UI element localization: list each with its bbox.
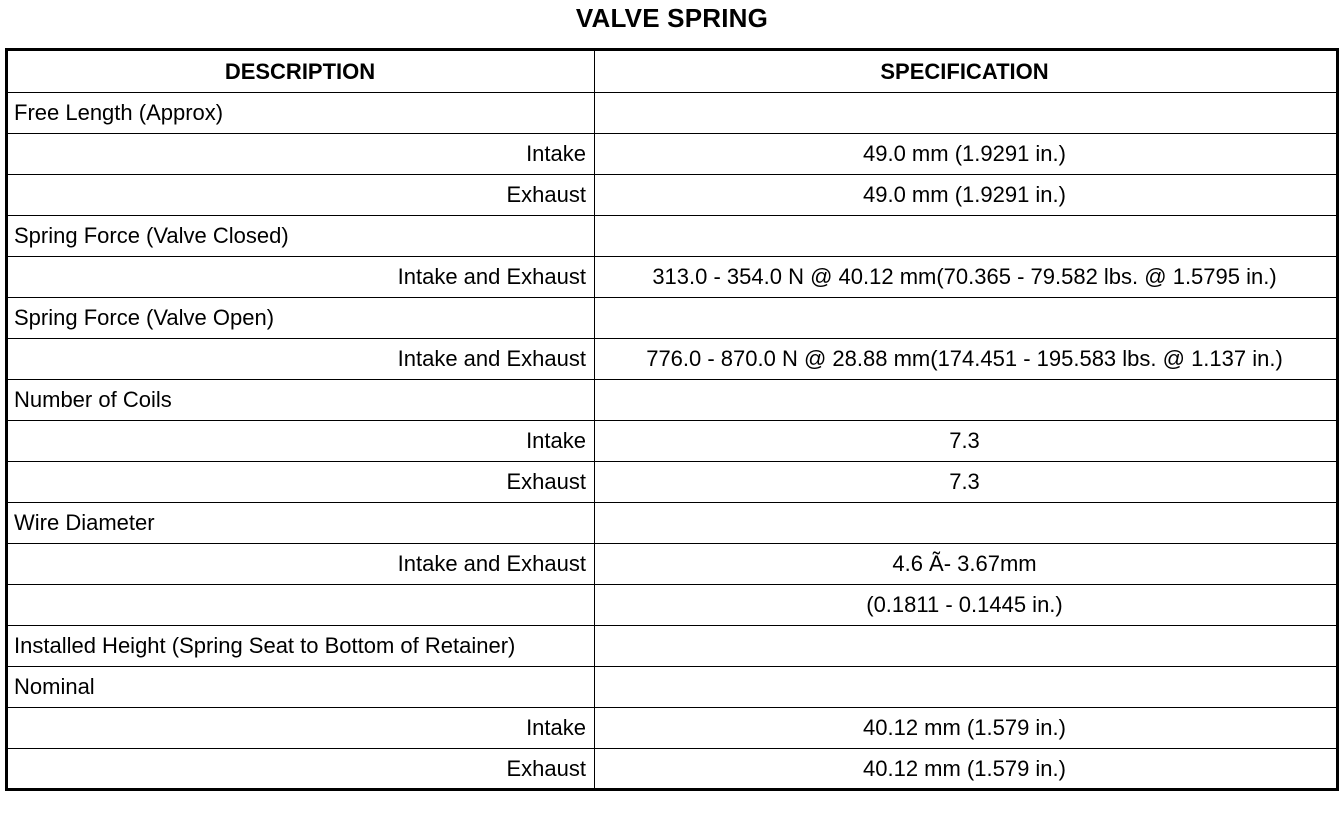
specification-cell: (0.1811 - 0.1445 in.) [595,585,1338,626]
specification-cell: 40.12 mm (1.579 in.) [595,749,1338,790]
specification-cell: 313.0 - 354.0 N @ 40.12 mm(70.365 - 79.582 lbs. @ 1.5795 in.) [595,257,1338,298]
description-cell: Exhaust [7,749,595,790]
table-row [7,626,1338,667]
description-cell: Intake and Exhaust [7,339,595,380]
description-cell: Intake and Exhaust [7,544,595,585]
table-row [7,421,1338,462]
description-cell: Installed Height (Spring Seat to Bottom of Retainer) [7,626,595,667]
specification-cell [595,503,1338,544]
page-title: VALVE SPRING [575,3,769,33]
description-cell: Intake and Exhaust [7,257,595,298]
specification-cell [595,626,1338,667]
specification-cell: 40.12 mm (1.579 in.) [595,708,1338,749]
specification-cell [595,93,1338,134]
header-row [7,50,1338,93]
specification-cell: 7.3 [595,421,1338,462]
description-cell [7,585,595,626]
description-cell: Intake [7,421,595,462]
specification-cell: 776.0 - 870.0 N @ 28.88 mm(174.451 - 195.583 lbs. @ 1.137 in.) [595,339,1338,380]
table-row [7,585,1338,626]
table-row [7,667,1338,708]
table-row [7,749,1338,790]
table-row [7,380,1338,421]
table-row [7,216,1338,257]
specification-column-header: SPECIFICATION [595,50,1338,93]
specification-cell [595,298,1338,339]
table-row [7,257,1338,298]
table-row [7,462,1338,503]
table-row [7,175,1338,216]
description-cell: Nominal [7,667,595,708]
description-cell: Free Length (Approx) [7,93,595,134]
specification-cell: 49.0 mm (1.9291 in.) [595,134,1338,175]
table-row [7,93,1338,134]
description-cell: Exhaust [7,462,595,503]
description-cell: Spring Force (Valve Closed) [7,216,595,257]
valve-spring-spec-table [5,48,1339,791]
specification-cell [595,216,1338,257]
description-cell: Exhaust [7,175,595,216]
specification-cell: 4.6 Ã- 3.67mm [595,544,1338,585]
table-row [7,503,1338,544]
specification-cell [595,380,1338,421]
table-row [7,134,1338,175]
specification-cell: 49.0 mm (1.9291 in.) [595,175,1338,216]
table-row [7,339,1338,380]
description-cell: Wire Diameter [7,503,595,544]
description-cell: Intake [7,708,595,749]
table-row [7,708,1338,749]
specification-cell: 7.3 [595,462,1338,503]
table-row [7,298,1338,339]
description-cell: Number of Coils [7,380,595,421]
description-column-header: DESCRIPTION [7,50,595,93]
description-cell: Spring Force (Valve Open) [7,298,595,339]
specification-cell [595,667,1338,708]
table-row [7,544,1338,585]
description-cell: Intake [7,134,595,175]
